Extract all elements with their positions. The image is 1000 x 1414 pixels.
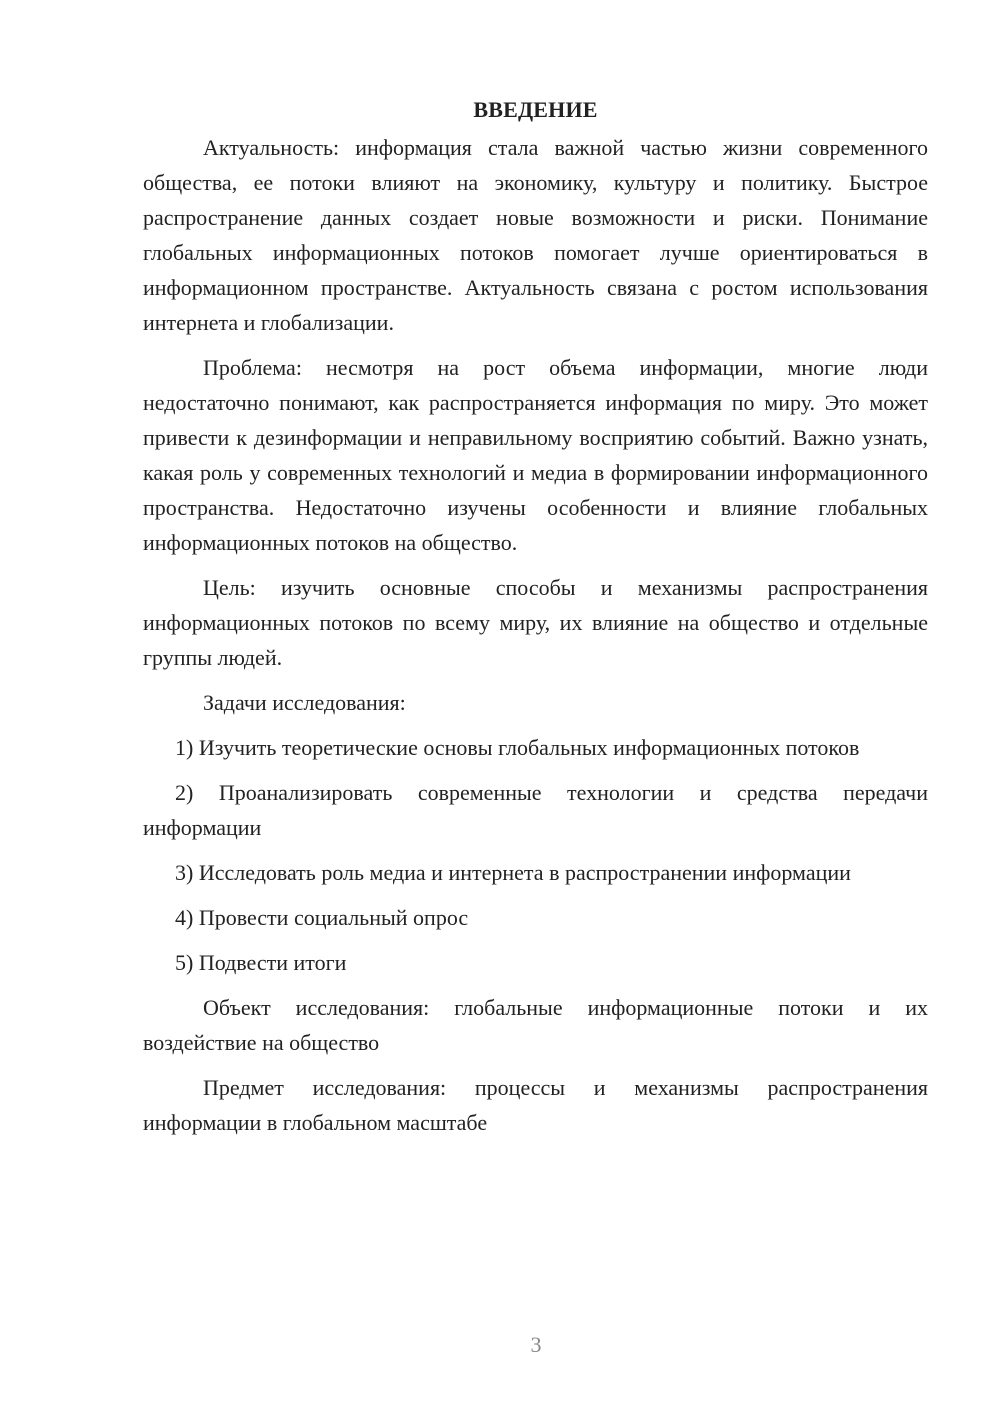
relevance-paragraph: Актуальность: информация стала важной частью жизни современного общества, ее потоки влияют на экономику, культуру и политику. Быстрое распространение данных создает новые возможности и риски. Понимание глобальных информационных потоков помогает лучше ориентироваться в информационном пространстве. Актуальность связана с ростом использования интернета и глобализации. — [143, 135, 928, 335]
page-content — [143, 92, 928, 1150]
section-title: ВВЕДЕНИЕ — [473, 97, 598, 122]
page-number: 3 — [530, 1332, 542, 1357]
task-item: 2) Проанализировать современные технологии и средства передачи информации — [143, 780, 928, 840]
object-paragraph: Объект исследования: глобальные информационные потоки и их воздействие на общество — [143, 995, 928, 1055]
task-item: 5) Подвести итоги — [175, 950, 347, 975]
goal-paragraph: Цель: изучить основные способы и механизмы распространения информационных потоков по всему миру, их влияние на общество и отдельные группы людей. — [143, 575, 928, 670]
subject-paragraph: Предмет исследования: процессы и механизмы распространения информации в глобальном масштабе — [143, 1075, 928, 1135]
task-item: 3) Исследовать роль медиа и интернета в распространении информации — [175, 860, 851, 885]
task-item: 4) Провести социальный опрос — [175, 905, 469, 930]
tasks-heading: Задачи исследования: — [203, 690, 406, 715]
tasks-list — [143, 730, 928, 980]
problem-paragraph: Проблема: несмотря на рост объема информации, многие люди недостаточно понимают, как распространяется информация по миру. Это может привести к дезинформации и неправильному восприятию событий. Важно узнать, какая роль у современных технологий и медиа в формировании информационного пространства. Недостаточно изучены особенности и влияние глобальных информационных потоков на общество. — [143, 355, 928, 555]
task-item: 1) Изучить теоретические основы глобальных информационных потоков — [175, 735, 860, 760]
